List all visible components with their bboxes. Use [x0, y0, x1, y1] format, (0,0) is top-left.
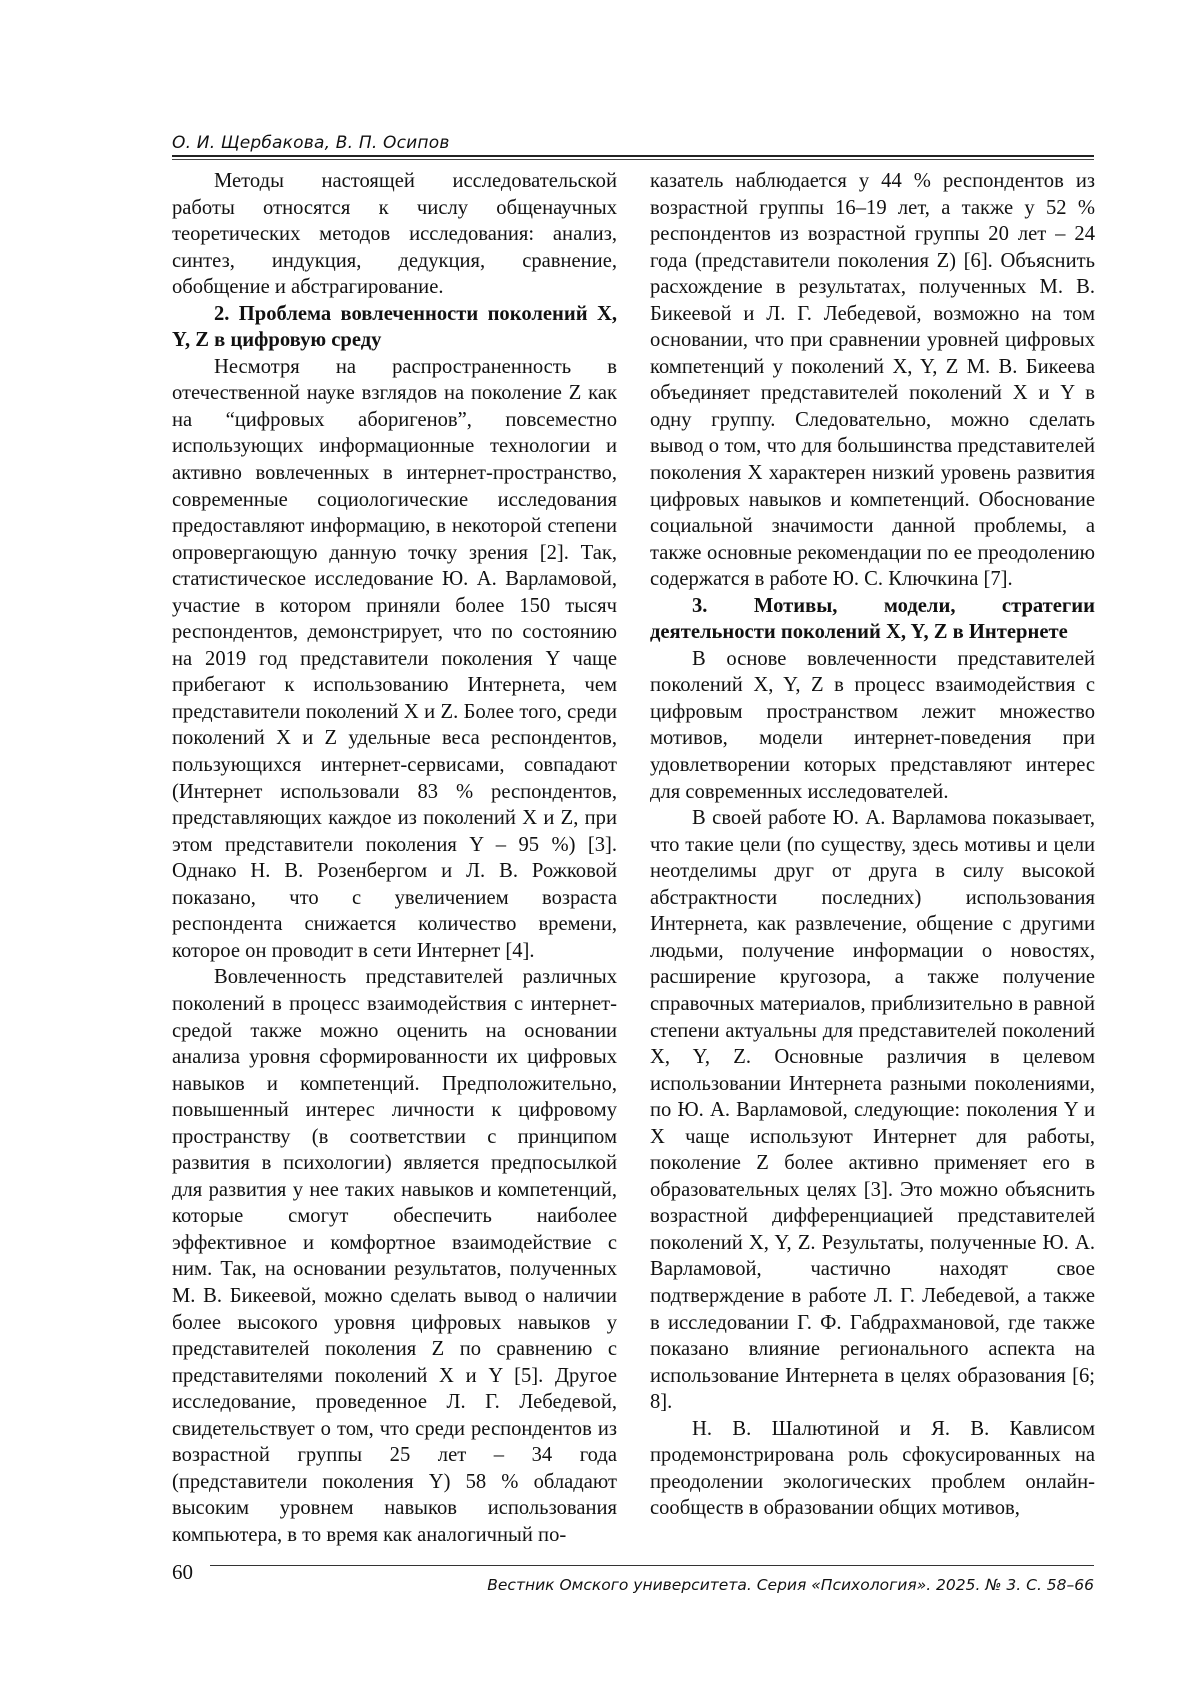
- right-column: [650, 168, 1095, 1522]
- section-heading-2: 2. Проблема вовлеченности поколений X, Y, Z в цифровую среду: [172, 302, 617, 352]
- running-head-authors: О. И. Щербакова, В. П. Осипов: [172, 133, 450, 153]
- paragraph-digital-natives: Несмотря на распространенность в отечественной науке взглядов на поколение Z как на “цифровых аборигенов”, повсеместно использующих информационные технологии и активно вовлеченных в интернет-пространство, современные социологические исследования предоставляют информацию, в некоторой степени опровергающую данную точку зрения [2]. Так, статистическое исследование Ю. А. Варламовой, участие в котором приняли более 150 тысяч респондентов, демонстрирует, что по состоянию на 2019 год представители поколения Y чаще прибегают к использованию Интернета, чем представители поколений X и Z. Более того, среди поколений X и Z удельные веса респондентов, пользующихся интернет-сервисами, совпадают (Интернет использовали 83 % респондентов, представляющих каждое из поколений X и Z, при этом представители поколения Y – 95 %) [3]. Однако Н. В. Розенбергом и Л. В. Рожковой показано, что с увеличением возраста респондента снижается количество времени, которое он проводит в сети Интернет [4].: [172, 355, 617, 962]
- paragraph-involvement: Вовлеченность представителей различных поколений в процесс взаимодействия с интернет-средой также можно оценить на основании анализа уровня сформированности их цифровых навыков и компетенций. Предположительно, повышенный интерес личности к цифровому пространству (в соответствии с принципом развития в психологии) является предпосылкой для развития у нее таких навыков и компетенций, которые смогут обеспечить наиболее эффективное и комфортное взаимодействие с ним. Так, на основании результатов, полученных М. В. Бикеевой, можно сделать вывод о наличии более высокого уровня цифровых навыков у представителей поколения Z по сравнению с представителями поколений X и Y [5]. Другое исследование, проведенное Л. Г. Лебедевой, свидетельствует о том, что среди респондентов из возрастной группы 25 лет – 34 года (представители поколения Y) 58 % обладают высоким уровнем навыков использования компьютера, в то время как аналогичный по-: [172, 966, 617, 1546]
- footer-rule: [210, 1565, 1094, 1566]
- journal-citation: Вестник Омского университета. Серия «Психология». 2025. № 3. С. 58–66: [487, 1576, 1094, 1594]
- paragraph-motives: В основе вовлеченности представителей поколений X, Y, Z в процесс взаимодействия с цифровым пространством лежит множество мотивов, модели интернет-поведения при удовлетворении которых представляют интерес для современных исследователей.: [650, 647, 1095, 803]
- paragraph-methods: Методы настоящей исследовательской работы относятся к числу общенаучных теоретических методов исследования: анализ, синтез, индукция, дедукция, сравнение, обобщение и абстрагирование.: [172, 170, 617, 299]
- paragraph-continuation: казатель наблюдается у 44 % респондентов из возрастной группы 16–19 лет, а также у 52 % респондентов из возрастной группы 20 лет – 24 года (представители поколения Z) [6]. Объяснить расхождение в результатах, полученных М. В. Бикеевой и Л. Г. Лебедевой, возможно на том основании, что при сравнении уровней цифровых компетенций у поколений X, Y, Z М. В. Бикеева объединяет представителей поколений X и Y в одну группу. Следовательно, можно сделать вывод о том, что для большинства представителей поколения X характерен низкий уровень развития цифровых навыков и компетенций. Обоснование социальной значимости данной проблемы, а также основные рекомендации по ее преодолению содержатся в работе Ю. С. Ключкина [7].: [650, 170, 1095, 591]
- header-rule: [172, 155, 1094, 157]
- header-rule-thin: [172, 159, 1094, 160]
- section-heading-3: 3. Мотивы, модели, стратегии деятельности поколений X, Y, Z в Интернете: [650, 594, 1095, 644]
- paragraph-shalyutina: Н. В. Шалютиной и Я. В. Кавлисом продемонстрирована роль сфокусированных на преодолении экологических проблем онлайн-сообществ в образовании общих мотивов,: [650, 1417, 1095, 1520]
- left-column: [172, 168, 617, 1548]
- page-number: 60: [172, 1560, 193, 1584]
- paragraph-varlamova: В своей работе Ю. А. Варламова показывает, что такие цели (по существу, здесь мотивы и цели неотделимы друг от друга в силу высокой абстрактности последних) использования Интернета, как развлечение, общение с другими людьми, получение информации о новостях, расширение кругозора, а также получение справочных материалов, приблизительно в равной степени актуальны для представителей поколений X, Y, Z. Основные различия в целевом использовании Интернета разными поколениями, по Ю. А. Варламовой, следующие: поколения Y и X чаще используют Интернет для работы, поколение Z более активно применяет его в образовательных целях [3]. Это можно объяснить возрастной дифференциацией представителей поколений X, Y, Z. Результаты, полученные Ю. А. Варламовой, частично находят свое подтверждение в работе Л. Г. Лебедевой, а также в исследовании Г. Ф. Габдрахмановой, где также показано влияние регионального аспекта на использование Интернета в целях образования [6; 8].: [650, 807, 1095, 1414]
